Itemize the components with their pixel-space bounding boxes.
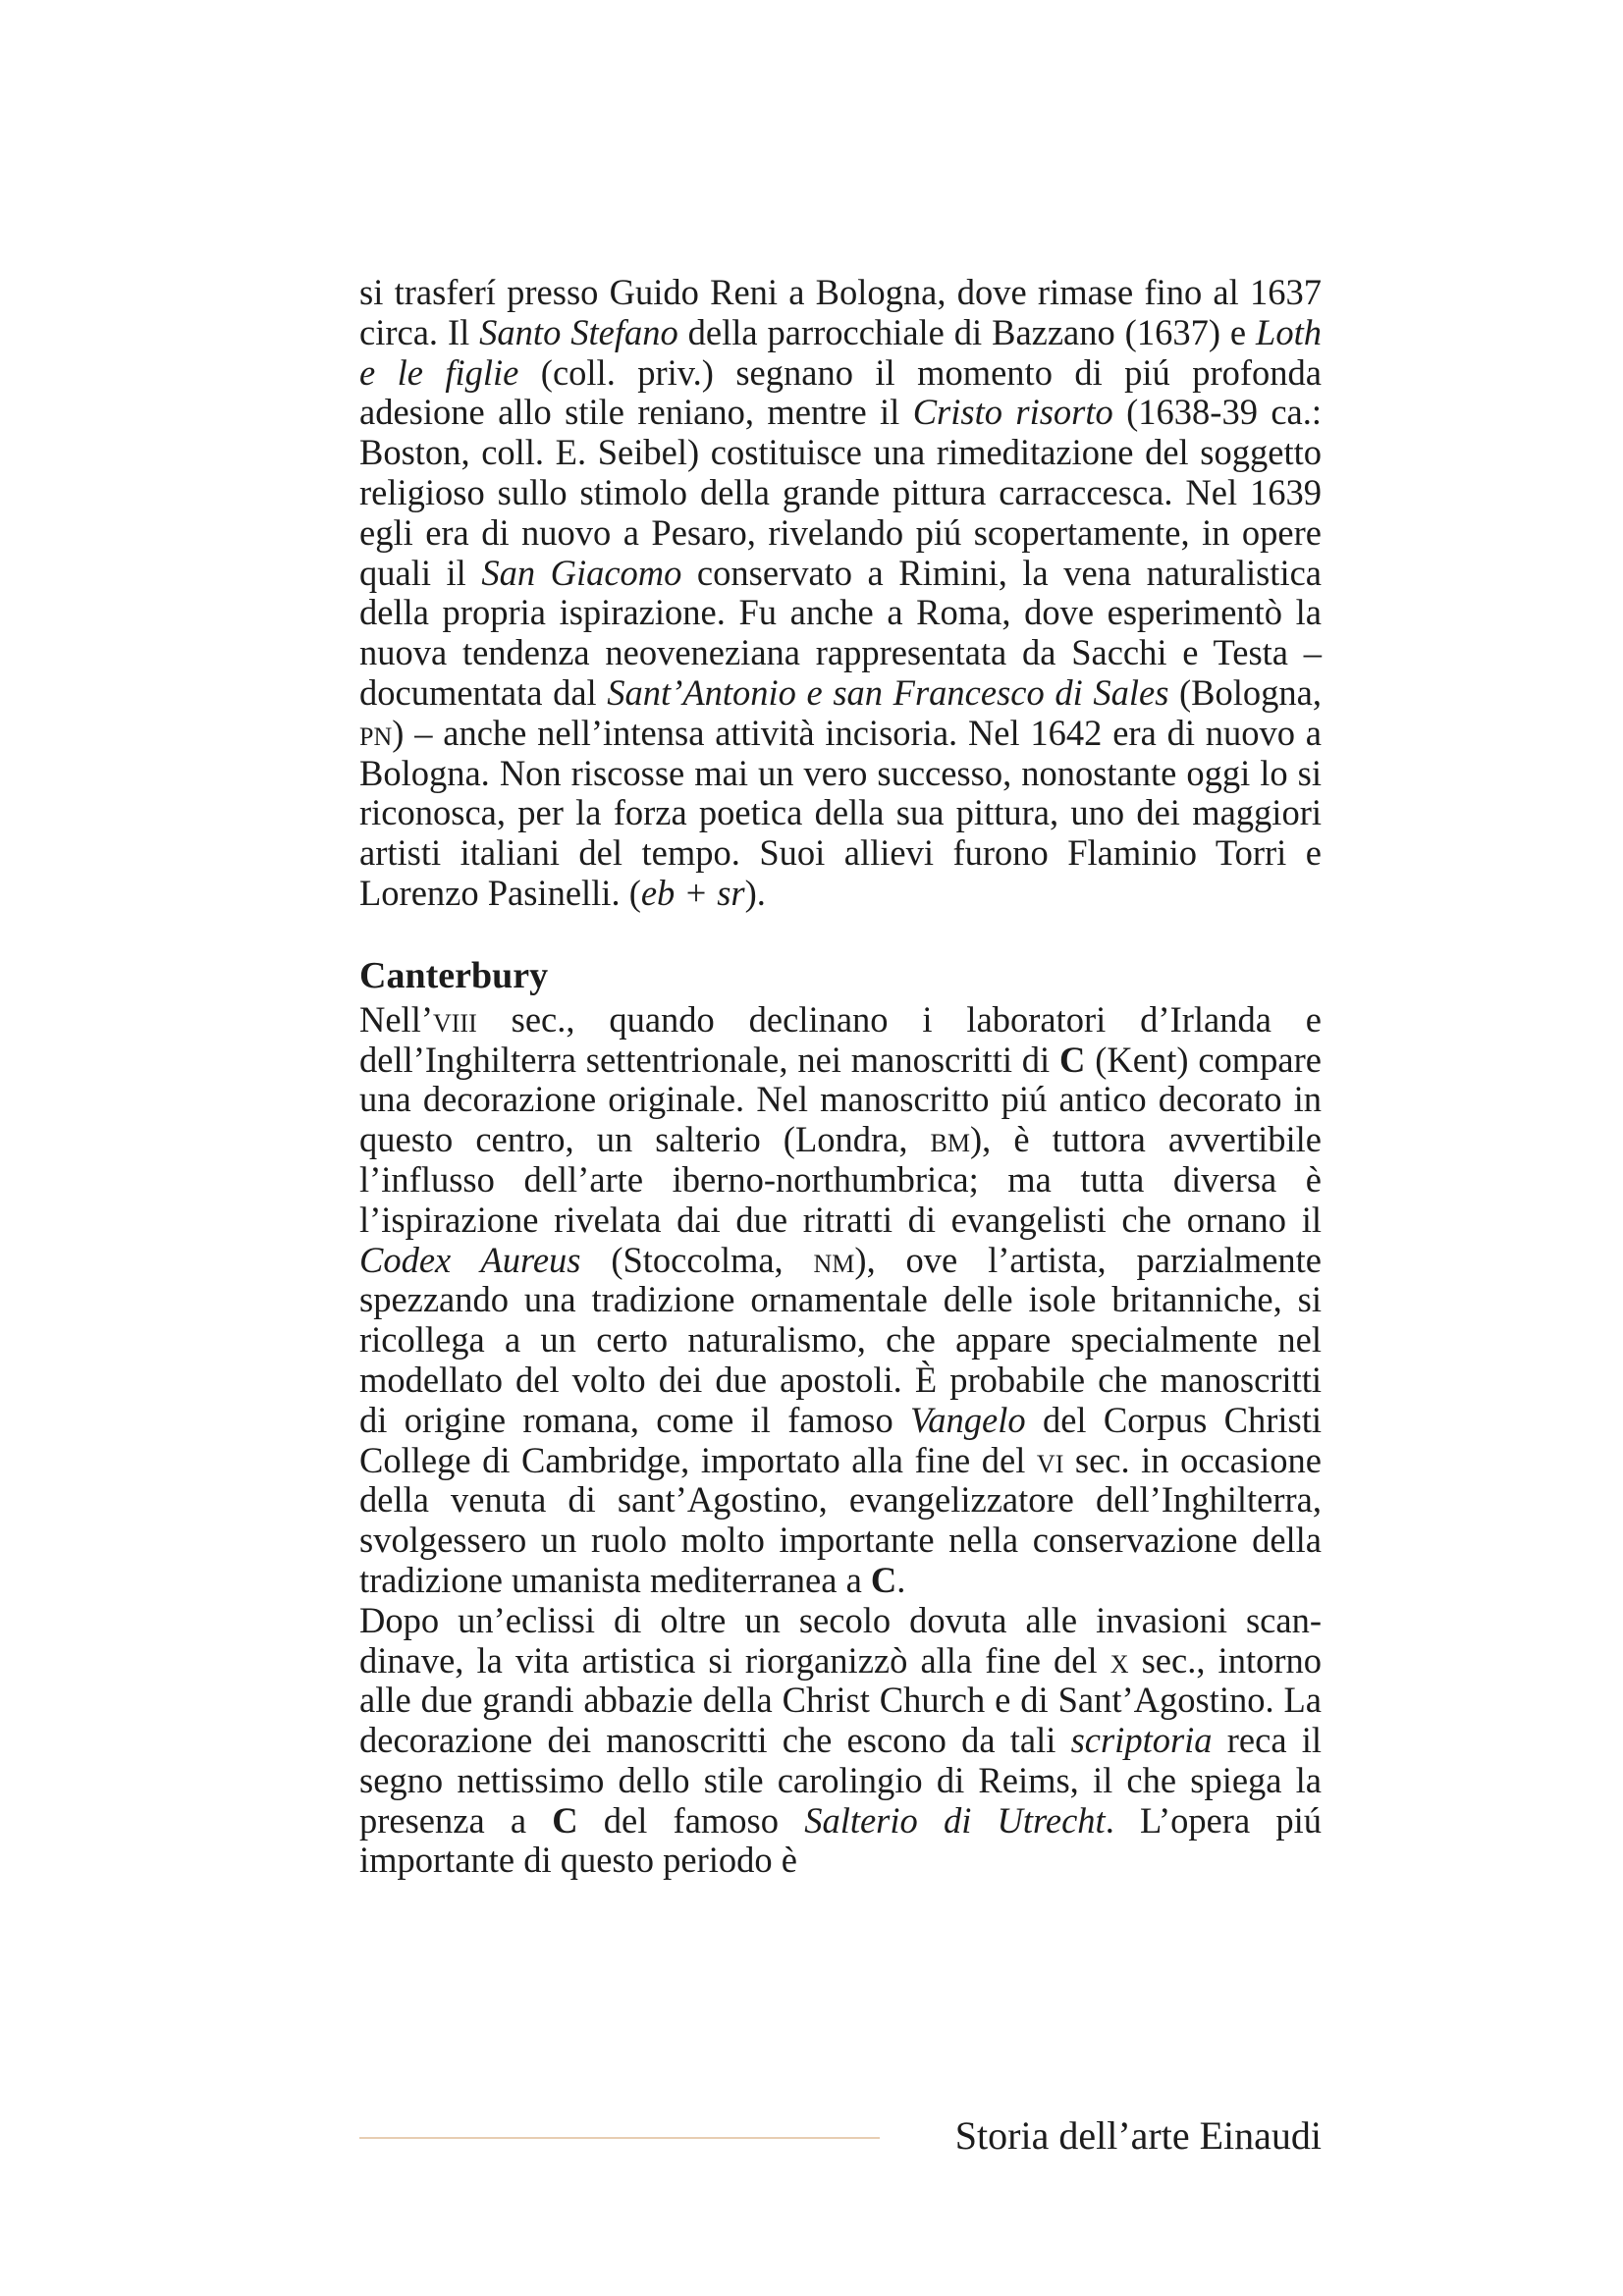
text-run: ), è tuttora avvertibile l’influsso dell’arte iberno-northumbrica; ma tutta diversa è l’ispirazione rivelata dai due ritratti di evangelisti che ornano il bbox=[359, 1119, 1323, 1240]
small-caps-text: nm bbox=[813, 1239, 855, 1280]
italic-text: Cristo risorto bbox=[912, 392, 1113, 433]
text-run: ) – anche nell’intensa attività incisoria. Nel 1642 era di nuovo a Bologna. Non riscosse mai un vero successo, nonostante oggi lo si riconosca, per la forza poetica della sua pittura, uno dei maggiori artisti italiani del tempo. Suoi allievi furono Flaminio Torri e Lorenzo Pasinelli. ( bbox=[359, 712, 1322, 913]
text-column bbox=[359, 273, 1322, 1881]
text-run: ), ove l’artista, parzialmente spezzando una tradizione ornamentale delle isole britanniche, si ricollega a un certo naturalismo, che appare specialmente nel modellato del volto dei due apostoli. È probabile che manoscritti di origine romana, come il famoso bbox=[359, 1239, 1322, 1440]
small-caps-text: x bbox=[1109, 1639, 1129, 1681]
italic-text: scriptoria bbox=[1070, 1720, 1213, 1761]
previous-entry-text bbox=[359, 273, 1322, 914]
italic-text: Codex Aureus bbox=[359, 1239, 581, 1280]
italic-text: eb + sr bbox=[640, 872, 745, 913]
italic-text: Vangelo bbox=[910, 1399, 1026, 1440]
text-run: (Kent) compare una decorazione originale. Nel manoscritto piú antico decorato in questo centro, un salterio (Londra, bbox=[359, 1039, 1322, 1160]
small-caps-text: viii bbox=[433, 998, 477, 1040]
text-run: sec., quando declinano i laboratori d’Irlanda e dell’Inghilterra settentrionale, nei manoscritti di bbox=[359, 998, 1322, 1080]
text-run: reca il segno nettissimo dello stile carolingio di Reims, il che spiega la presenza a bbox=[359, 1720, 1322, 1841]
text-run: . L’opera piú importante di questo periodo è bbox=[359, 1799, 1322, 1881]
text-run: (1638-39 ca.: Boston, coll. E. Seibel) costituisce una rimeditazione del soggetto religioso sullo stimolo della grande pittura carraccesca. Nel 1639 egli era di nuovo a Pesaro, rivelando piú scopertamente, in opere quali il bbox=[359, 392, 1322, 593]
small-caps-text: pn bbox=[359, 712, 393, 753]
paragraph bbox=[359, 1601, 1322, 1882]
text-run: Nell’ bbox=[359, 998, 433, 1040]
italic-text: Loth e le figlie bbox=[359, 311, 1322, 393]
text-run: . bbox=[896, 1559, 906, 1600]
bold-text: C bbox=[552, 1799, 578, 1841]
text-run: del Corpus Christi College di Cambridge, importato alla fine del bbox=[359, 1399, 1322, 1480]
footer-title: Storia dell’arte Einaudi bbox=[954, 2113, 1322, 2158]
entry-body bbox=[359, 1000, 1322, 1882]
italic-text: Salterio di Utrecht bbox=[804, 1799, 1106, 1841]
bold-text: C bbox=[1059, 1039, 1086, 1080]
text-run: della parrocchiale di Bazzano (1637) e bbox=[677, 311, 1257, 352]
text-run: (coll. priv.) segnano il momento di piú profonda adesione allo stile reniano, mentre il bbox=[359, 351, 1322, 433]
text-run: sec., intorno alle due grandi abbazie della Christ Church e di Sant’Agostino. La decorazione dei manoscritti che escono da tali bbox=[359, 1639, 1322, 1761]
bold-text: C bbox=[870, 1559, 897, 1600]
text-run: ). bbox=[744, 872, 766, 913]
text-run: (Stoccolma, bbox=[580, 1239, 814, 1280]
entry-title: Canterbury bbox=[359, 954, 549, 996]
italic-text: Santo Stefano bbox=[479, 311, 678, 352]
italic-text: Sant’Antonio e san Francesco di Sales bbox=[607, 671, 1169, 713]
text-run: del famoso bbox=[577, 1799, 805, 1841]
text-run: conservato a Rimini, la vena naturalistica della propria ispirazione. Fu anche a Roma, dove esperimentò la nuova tendenza neoveneziana rappresentata da Sacchi e Testa – documentata dal bbox=[359, 552, 1322, 713]
italic-text: San Giacomo bbox=[481, 552, 682, 593]
text-run: Dopo un’eclissi di oltre un secolo dovuta alle invasioni scandinave, la vita artistica si riorganizzò alla fine del bbox=[359, 1599, 1322, 1681]
text-run: sec. in occasione della venuta di sant’Agostino, evangelizzatore dell’Inghilterra, svolgessero un ruolo molto importante nella conservazione della tradizione umanista mediterranea a bbox=[359, 1439, 1322, 1600]
paragraph bbox=[359, 1000, 1322, 1601]
footer-rule bbox=[359, 2137, 880, 2139]
text-run: (Bologna, bbox=[1168, 671, 1322, 713]
text-run: si trasferí presso Guido Reni a Bologna, dove rimase fino al 1637 circa. Il bbox=[359, 272, 1322, 352]
small-caps-text: bm bbox=[930, 1119, 970, 1160]
paragraph bbox=[359, 273, 1322, 914]
small-caps-text: vi bbox=[1036, 1439, 1064, 1480]
